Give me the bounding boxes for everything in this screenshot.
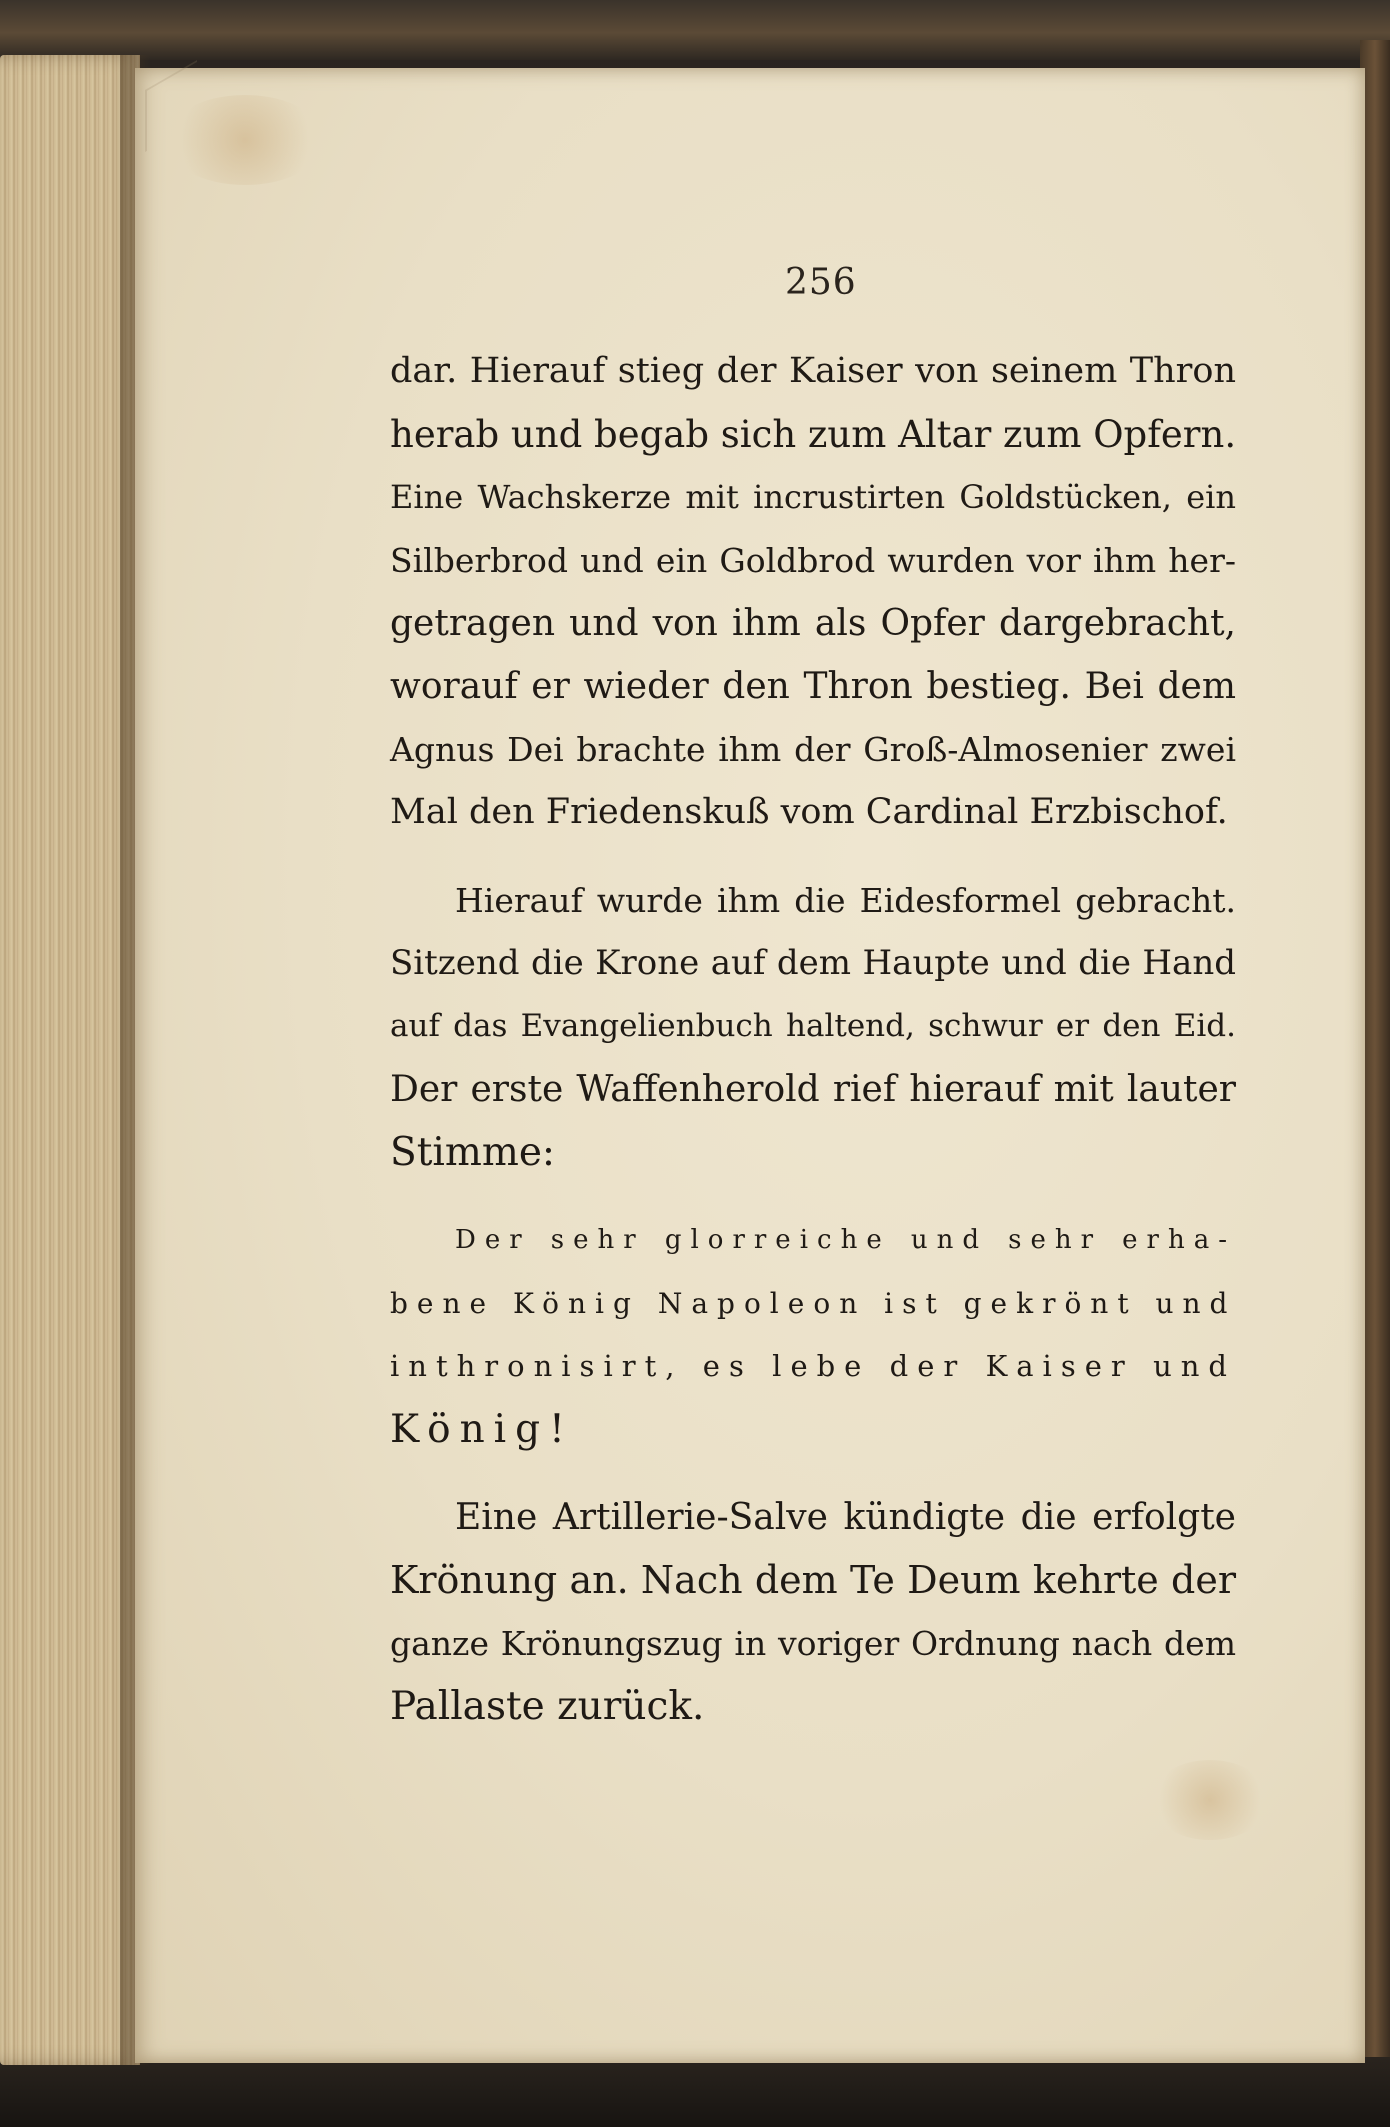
paper-stain [165,95,325,185]
text-line: Stimme: [390,1130,556,1175]
text-line: dar. Hierauf stieg der Kaiser von seinem Thron [390,351,1236,391]
text-line: Hierauf wurde ihm die Eidesformel gebracht. [455,881,1236,920]
text-line: Eine Artillerie-Salve kündigte die erfolgte [455,1497,1236,1538]
text-line: Eine Wachskerze mit incrustirten Goldstücken, ein [390,478,1236,516]
text-line: getragen und von ihm als Opfer dargebracht, [390,603,1236,644]
paper-stain [1150,1760,1270,1840]
page-number: 256 [785,262,857,303]
text-line: Silberbrod und ein Goldbrod wurden vor ihm her- [390,541,1236,580]
book-binding-top [0,0,1390,60]
text-line: Mal den Friedenskuß vom Cardinal Erzbischof. [390,792,1228,832]
text-line: herab und begab sich zum Altar zum Opfern. [390,413,1237,456]
text-line: Agnus Dei brachte ihm der Groß-Almosenier zwei [390,730,1236,769]
text-line: Pallaste zurück. [390,1684,705,1729]
text-line: Sitzend die Krone auf dem Haupte und die Hand [390,943,1236,983]
paragraph [390,340,1236,844]
proclamation-paragraph [390,1209,1236,1461]
text-line: Der sehr glorreiche und sehr erha- [455,1225,1236,1255]
text-line: König! [390,1407,574,1452]
book-binding-bottom [0,2057,1390,2127]
text-line: Der erste Waffenherold rief hierauf mit lauter [390,1069,1236,1110]
text-line: worauf er wieder den Thron bestieg. Bei dem [390,666,1236,707]
paragraph [390,869,1236,1184]
page-edges [0,55,140,2065]
text-line: Krönung an. Nach dem Te Deum kehrte der [390,1558,1236,1602]
paragraph [390,1486,1236,1738]
text-line: auf das Evangelienbuch haltend, schwur er den Eid. [390,1008,1236,1044]
page-text [390,340,1236,1738]
text-line: inthronisirt, es lebe der Kaiser und [390,1349,1236,1383]
text-line: ganze Krönungszug in voriger Ordnung nach dem [390,1624,1236,1663]
text-line: bene König Napoleon ist gekrönt und [390,1287,1237,1320]
